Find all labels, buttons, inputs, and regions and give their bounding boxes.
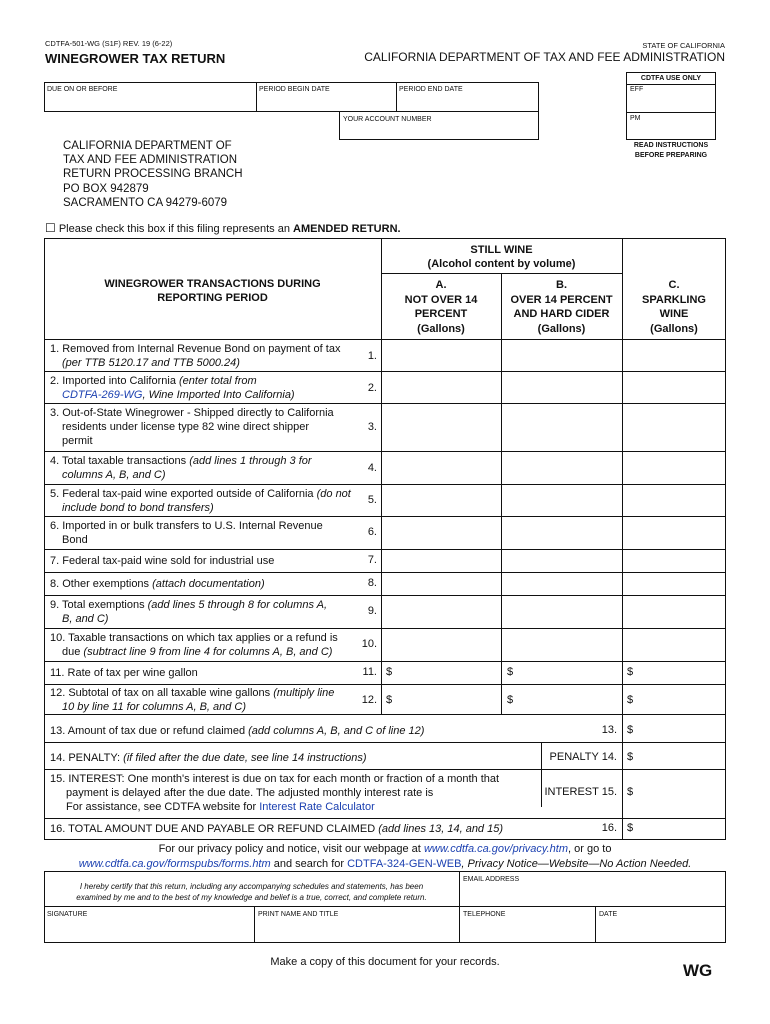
- line-14-dollar: $: [627, 751, 634, 763]
- line-2-number: 2.: [367, 382, 377, 394]
- signature-label: SIGNATURE: [47, 911, 88, 918]
- line-7-label: 7. Federal tax-paid wine sold for industrial use: [50, 555, 275, 567]
- amended-checkbox[interactable]: ☐: [45, 221, 56, 235]
- line-15-label: 15. INTEREST: One month's interest is due on tax for each month or fraction of a month that payment is delayed after the due date. The adjusted monthly interest rate is For assistance, see CDTFA website for Interest Rate Calculator: [50, 773, 500, 813]
- line-12a-dollar: $: [386, 694, 393, 706]
- column-a-header: A. NOT OVER 14 PERCENT (Gallons): [404, 279, 478, 335]
- eff-label: EFF: [630, 86, 644, 93]
- still-wine-header: STILL WINE (Alcohol content by volume): [427, 244, 576, 270]
- line-13-number: 13.: [601, 724, 617, 736]
- line-1-col-a-input[interactable]: [383, 340, 500, 370]
- pm-label: PM: [630, 115, 641, 122]
- certification-text: I hereby certify that this return, including any accompanying schedules and statements, has been examined by me and to the best of my knowledge and belief is a true, correct, and complete return.: [76, 882, 427, 902]
- line-6-number: 6.: [367, 526, 377, 538]
- line-16-dollar: $: [627, 822, 634, 834]
- column-b-header: B. OVER 14 PERCENT AND HARD CIDER (Gallons): [510, 279, 613, 335]
- cdtfa-use-label: CDTFA USE ONLY: [640, 75, 702, 82]
- line-1-number: 1.: [367, 350, 377, 362]
- line-12b-dollar: $: [507, 694, 514, 706]
- line-10-label: 10. Taxable transactions on which tax applies or a refund is due (subtract line 9 from line 4 for columns A, B, and C): [50, 632, 338, 658]
- line-15-number: INTEREST 15.: [544, 786, 617, 798]
- mailing-address: CALIFORNIA DEPARTMENT OF TAX AND FEE ADMINISTRATION RETURN PROCESSING BRANCH PO BOX 942879 SACRAMENTO CA 94279-6079: [63, 140, 243, 209]
- line-8-number: 8.: [367, 577, 377, 589]
- line-2-label: 2. Imported into California (enter total from CDTFA-269-WG, Wine Imported Into California): [50, 375, 295, 401]
- line-3-label: 3. Out-of-State Winegrower - Shipped directly to California residents under license type 82 wine direct shipper permit: [50, 407, 334, 447]
- line-10-number: 10.: [361, 638, 377, 650]
- forms-link[interactable]: www.cdtfa.ca.gov/formspubs/forms.htm: [78, 858, 271, 870]
- date-label: DATE: [599, 911, 618, 918]
- line-14-number: PENALTY 14.: [549, 751, 617, 763]
- cdtfa-324-link[interactable]: CDTFA-324-GEN-WEB: [347, 858, 462, 870]
- column-c-header: C. SPARKLING WINE (Gallons): [642, 279, 706, 335]
- line-11-label: 11. Rate of tax per wine gallon: [50, 667, 198, 679]
- line-5-number: 5.: [367, 494, 377, 506]
- interest-rate-calculator-link[interactable]: Interest Rate Calculator: [259, 801, 375, 813]
- line-12c-dollar: $: [627, 694, 634, 706]
- line-12-number: 12.: [361, 694, 377, 706]
- state-label: STATE OF CALIFORNIA: [642, 41, 725, 50]
- line-1-col-b-input[interactable]: [503, 340, 621, 370]
- period-begin-field[interactable]: [258, 94, 394, 110]
- period-end-label: PERIOD END DATE: [399, 86, 463, 93]
- due-date-label: DUE ON OR BEFORE: [47, 86, 118, 93]
- line-11a-dollar: $: [386, 666, 393, 678]
- line-13-input[interactable]: [624, 715, 724, 741]
- form-id: CDTFA-501-WG (S1F) REV. 19 (6-22): [45, 39, 173, 48]
- line-11-number: 11.: [362, 666, 377, 678]
- period-end-field[interactable]: [398, 94, 537, 110]
- line-9-number: 9.: [367, 605, 377, 617]
- line-6-label: 6. Imported in or bulk transfers to U.S. Internal Revenue Bond: [50, 520, 323, 546]
- line-15-dollar: $: [627, 786, 634, 798]
- cdtfa-269-wg-link[interactable]: CDTFA-269-WG: [62, 389, 143, 401]
- line-16-label: 16. TOTAL AMOUNT DUE AND PAYABLE OR REFUND CLAIMED (add lines 13, 14, and 15): [50, 823, 504, 835]
- email-label: EMAIL ADDRESS: [463, 876, 520, 883]
- line-13-label: 13. Amount of tax due or refund claimed (add columns A, B, and C of line 12): [50, 725, 425, 737]
- print-name-label: PRINT NAME AND TITLE: [258, 911, 339, 918]
- line-16-input[interactable]: [624, 819, 724, 839]
- read-instructions: READ INSTRUCTIONS BEFORE PREPARING: [633, 142, 709, 159]
- cdtfa-use-box: [626, 72, 716, 140]
- privacy-link[interactable]: www.cdtfa.ca.gov/privacy.htm: [423, 843, 569, 855]
- copy-notice: Make a copy of this document for your records.: [270, 956, 500, 968]
- line-14-input[interactable]: [624, 743, 724, 768]
- page-title: WINEGROWER TAX RETURN: [45, 51, 226, 66]
- line-4-number: 4.: [367, 462, 377, 474]
- signature-field[interactable]: [46, 921, 252, 942]
- date-field[interactable]: [597, 921, 724, 942]
- line-1-col-c-input[interactable]: [624, 340, 724, 370]
- print-name-field[interactable]: [256, 921, 457, 942]
- transactions-header: WINEGROWER TRANSACTIONS DURING REPORTING PERIOD: [104, 278, 321, 304]
- line-4-label: 4. Total taxable transactions (add lines 1 through 3 for columns A, B, and C): [50, 455, 312, 481]
- form-code: WG: [683, 961, 713, 980]
- line-13-dollar: $: [627, 724, 634, 736]
- line-12-label: 12. Subtotal of tax on all taxable wine gallons (multiply line 10 by line 11 for columns A, B, and C): [50, 687, 335, 713]
- period-begin-label: PERIOD BEGIN DATE: [259, 86, 330, 93]
- account-number-label: YOUR ACCOUNT NUMBER: [343, 116, 432, 123]
- privacy-notice: For our privacy policy and notice, visit our webpage at www.cdtfa.ca.gov/privacy.htm, or go to www.cdtfa.ca.gov/formspubs/forms.htm and search for CDTFA-324-GEN-WEB, Privacy Notice—Website—No Action Needed.: [78, 843, 692, 870]
- agency-name: CALIFORNIA DEPARTMENT OF TAX AND FEE ADMINISTRATION: [364, 50, 725, 64]
- due-date-field[interactable]: [46, 94, 254, 110]
- line-11b-dollar: $: [507, 666, 514, 678]
- amended-row: ☐ Please check this box if this filing represents an AMENDED RETURN.: [45, 221, 401, 235]
- email-field[interactable]: [461, 886, 724, 905]
- line-14-label: 14. PENALTY: (if filed after the due date, see line 14 instructions): [50, 752, 367, 764]
- line-15-input[interactable]: [624, 770, 724, 817]
- line-1-label: 1. Removed from Internal Revenue Bond on payment of tax (per TTB 5120.17 and TTB 5000.24): [50, 343, 341, 369]
- line-7-number: 7.: [367, 554, 377, 566]
- line-5-label: 5. Federal tax-paid wine exported outside of California (do not include bond to bond transfers): [50, 488, 351, 514]
- line-3-number: 3.: [367, 421, 377, 433]
- line-11c-dollar: $: [627, 666, 634, 678]
- telephone-label: TELEPHONE: [463, 911, 506, 918]
- line-8-label: 8. Other exemptions (attach documentation): [50, 578, 265, 590]
- telephone-field[interactable]: [461, 921, 593, 942]
- line-16-number: 16.: [601, 822, 617, 834]
- line-9-label: 9. Total exemptions (add lines 5 through 8 for columns A, B, and C): [50, 599, 327, 625]
